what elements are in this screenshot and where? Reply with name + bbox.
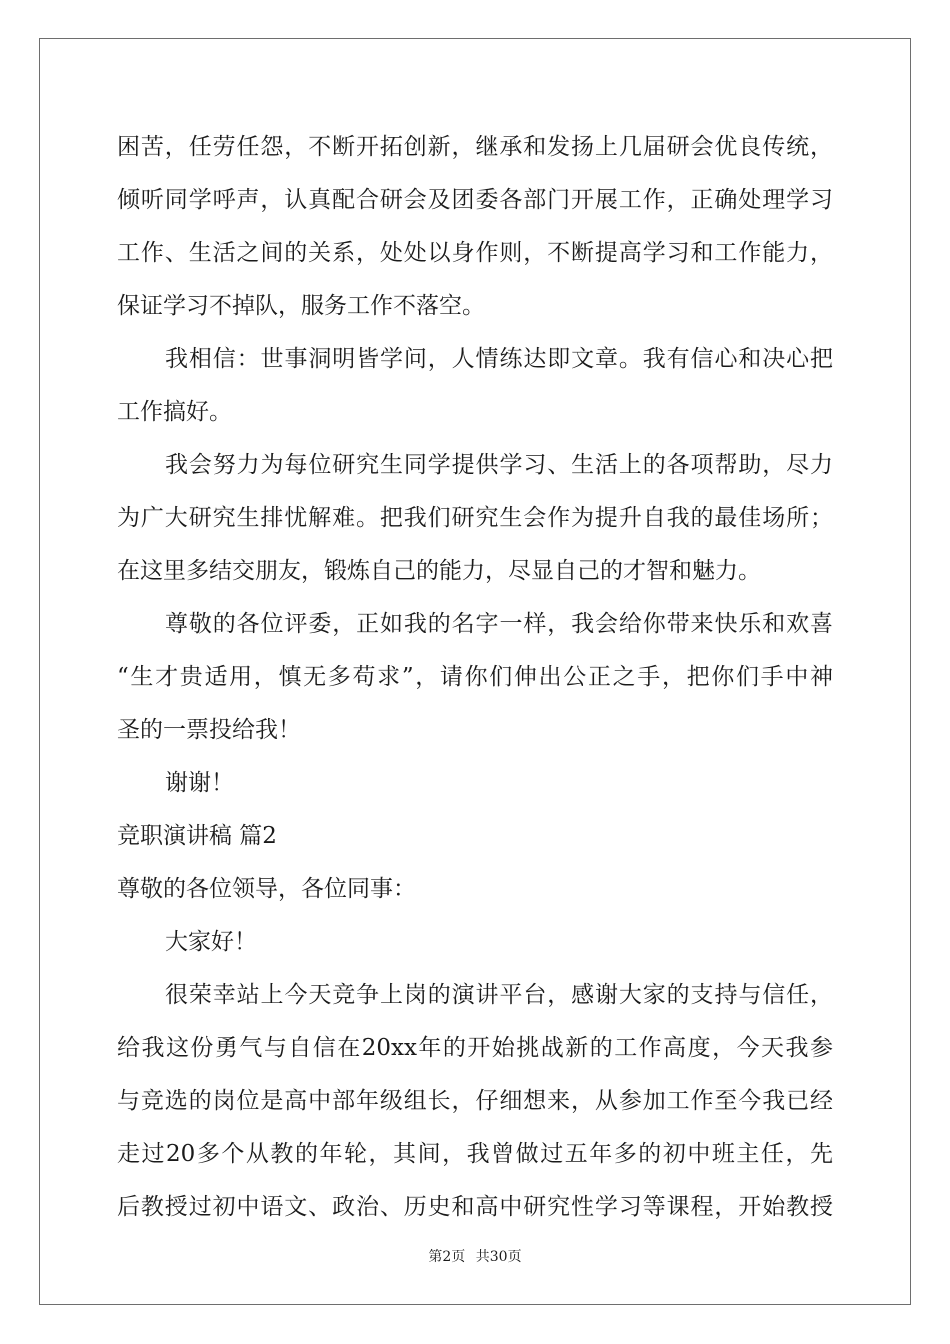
document-body [117,121,833,1234]
text-line: 工作搞好。 [117,399,232,425]
text-line: 困苦，任劳任怨，不断开拓创新，继承和发扬上几届研会优良传统， [117,134,833,160]
text-line: 走过20多个从教的年轮，其间，我曾做过五年多的初中班主任，先 [117,1141,833,1167]
text-line: 很荣幸站上今天竞争上岗的演讲平台，感谢大家的支持与信任， [165,982,833,1008]
page-number: 第2页 [428,1249,466,1265]
text-line: 大家好！ [165,929,257,955]
page-footer [0,1246,950,1266]
text-line: 工作、生活之间的关系，处处以身作则，不断提高学习和工作能力， [117,240,833,266]
text-line: 圣的一票投给我！ [117,717,301,743]
text-line: 给我这份勇气与自信在20xx年的开始挑战新的工作高度，今天我参 [117,1035,833,1061]
text-line: 为广大研究生排忧解难。把我们研究生会作为提升自我的最佳场所； [117,505,833,531]
text-line: 尊敬的各位评委，正如我的名字一样，我会给你带来快乐和欢喜 [165,611,833,637]
text-line: 尊敬的各位领导，各位同事： [117,876,416,902]
text-line: 后教授过初中语文、政治、历史和高中研究性学习等课程，开始教授 [117,1194,833,1220]
text-line: 与竞选的岗位是高中部年级组长，仔细想来，从参加工作至今我已经 [117,1088,833,1114]
text-line: 我会努力为每位研究生同学提供学习、生活上的各项帮助，尽力 [165,452,833,478]
text-line: “生才贵适用，慎无多苟求”，请你们伸出公正之手，把你们手中神 [117,664,833,690]
page-total: 共30页 [475,1249,522,1265]
text-line: 竞职演讲稿 篇2 [117,823,277,849]
text-line: 谢谢！ [165,770,234,796]
text-line: 在这里多结交朋友，锻炼自己的能力，尽显自己的才智和魅力。 [117,558,761,584]
text-line: 倾听同学呼声，认真配合研会及团委各部门开展工作，正确处理学习 [117,187,833,213]
text-line: 保证学习不掉队，服务工作不落空。 [117,293,485,319]
text-line: 我相信：世事洞明皆学问，人情练达即文章。我有信心和决心把 [165,346,833,372]
